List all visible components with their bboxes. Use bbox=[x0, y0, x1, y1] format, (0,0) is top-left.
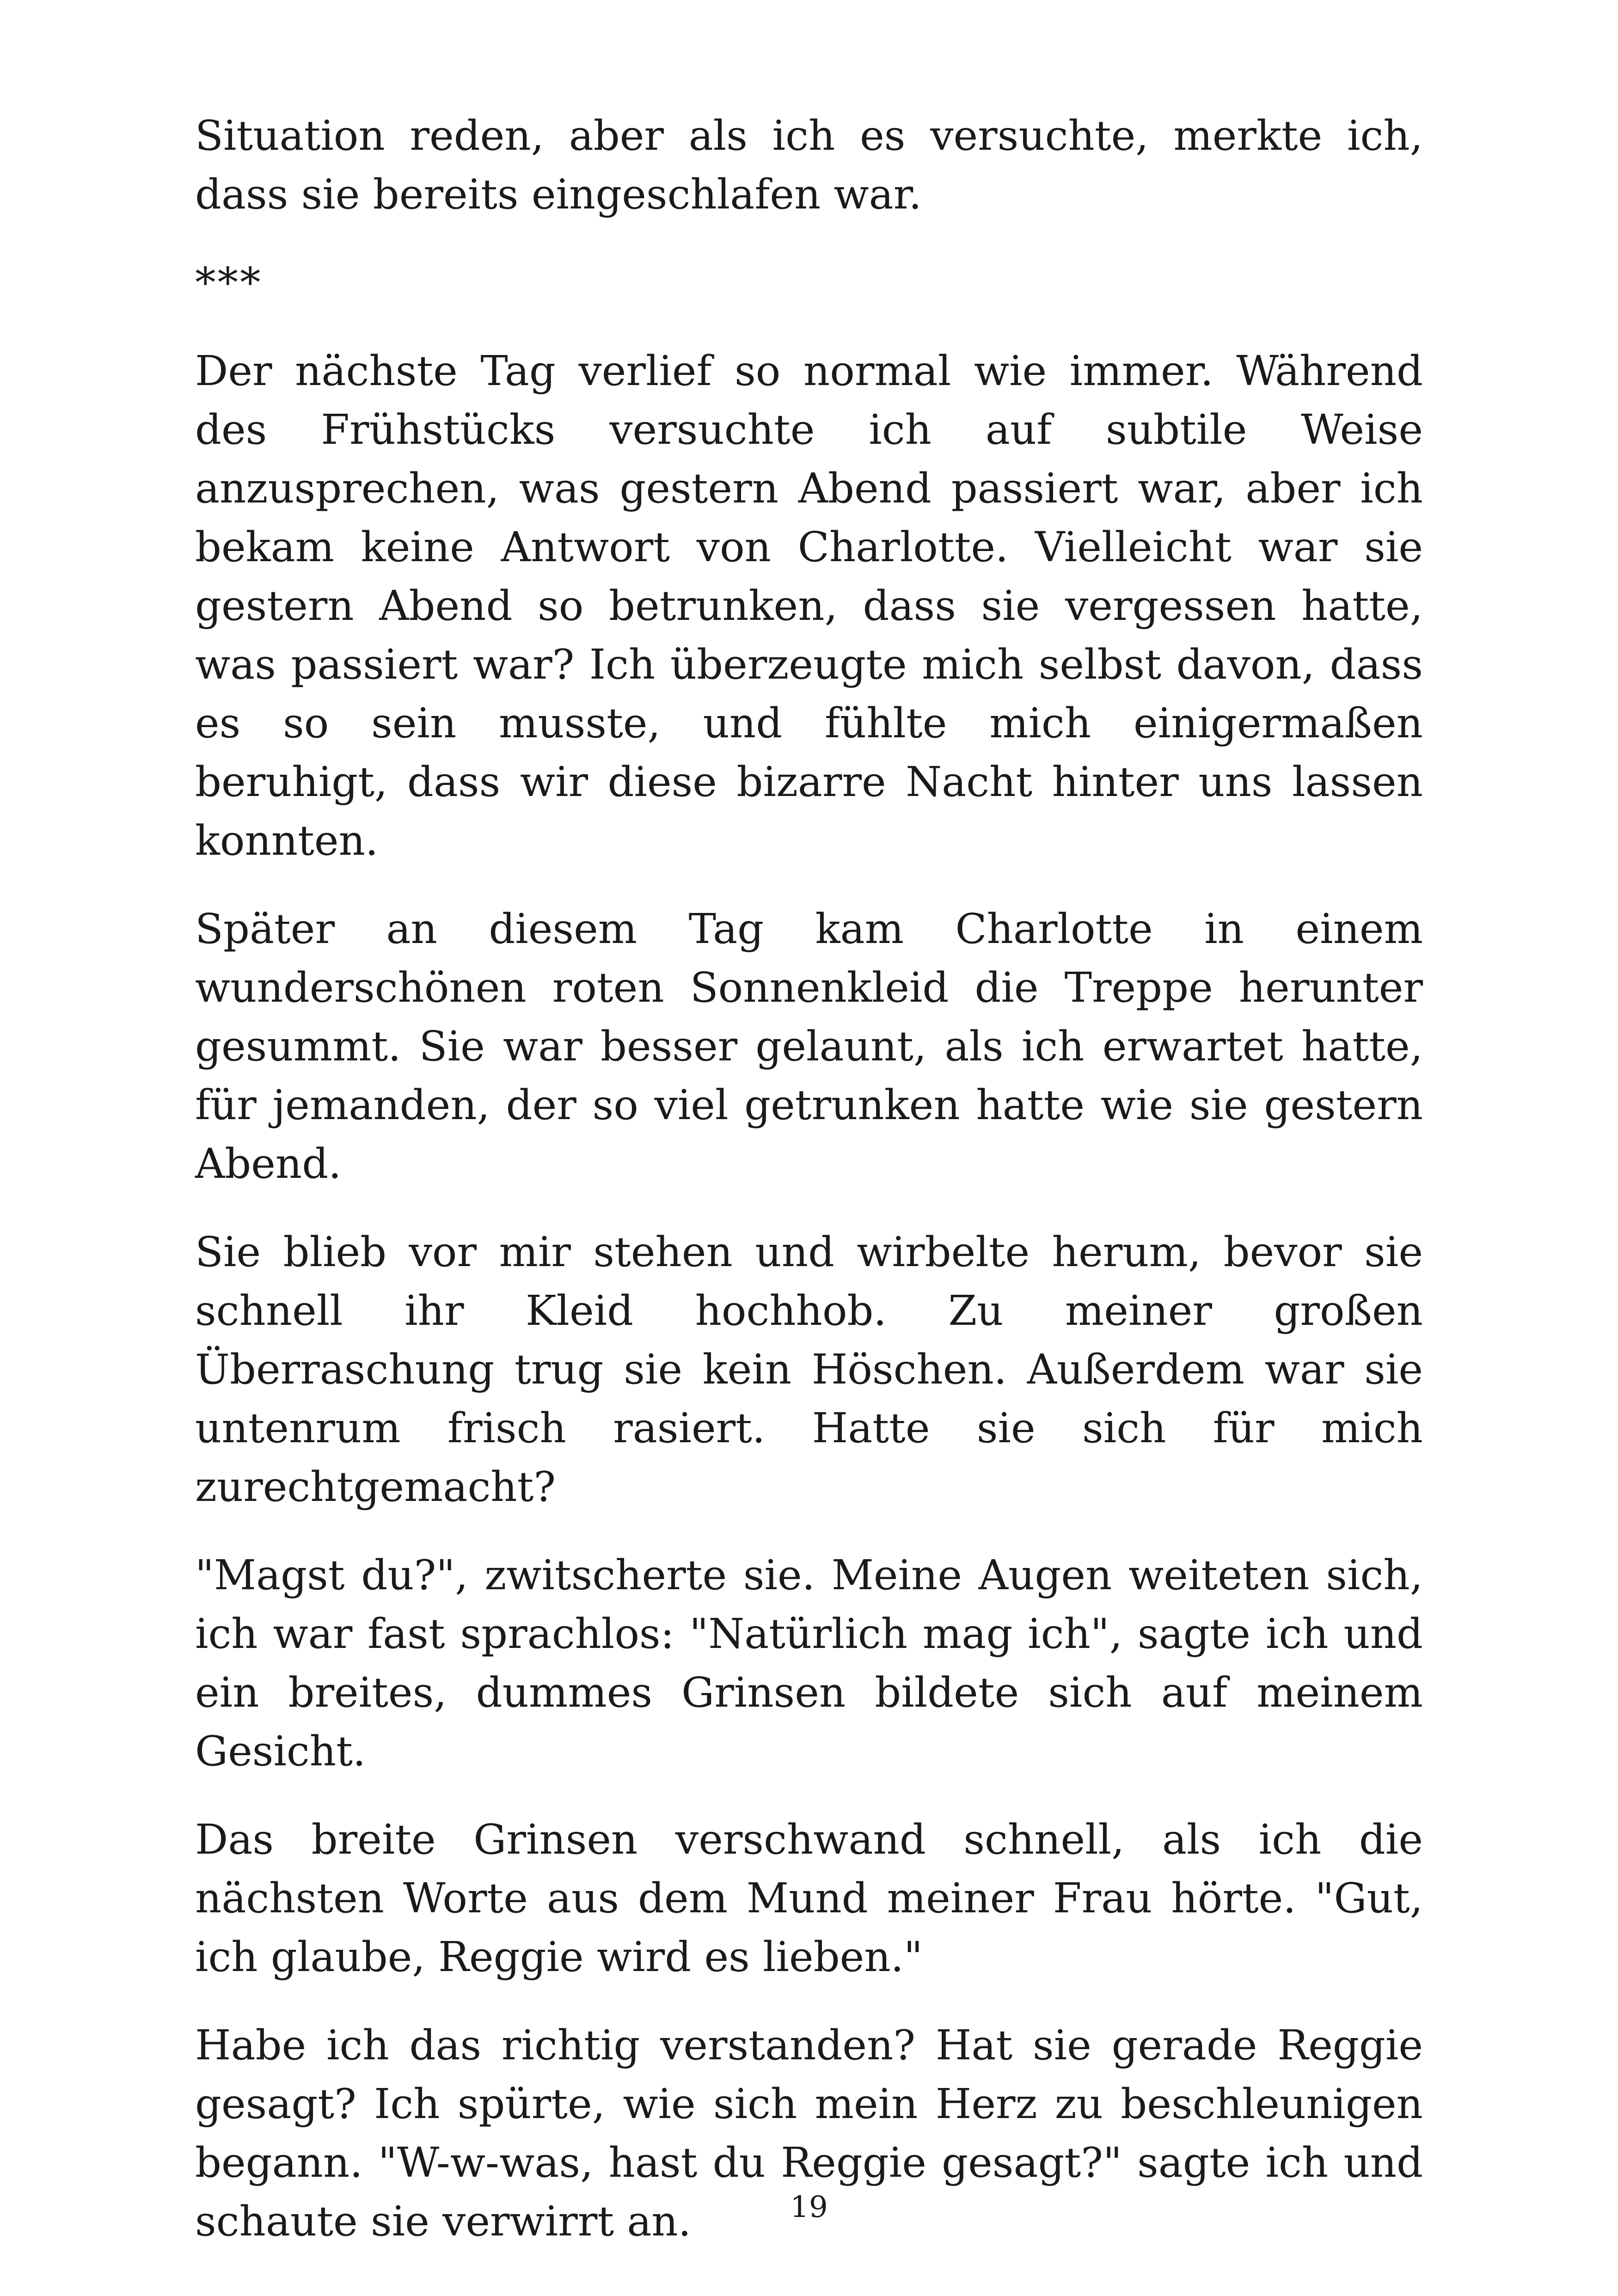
body-text bbox=[195, 106, 1423, 2280]
paragraph: "Magst du?", zwitscherte sie. Meine Augen weiteten sich, ich war fast sprachlos: "Natürlich mag ich", sagte ich und ein breites, dummes Grinsen bildete sich auf meinem Gesicht. bbox=[195, 1551, 1423, 1775]
paragraph: Der nächste Tag verlief so normal wie immer. Während des Frühstücks versuchte ich auf subtile Weise anzusprechen, was gestern Abend passiert war, aber ich bekam keine Antwort von Charlotte. Vielleicht war sie gestern Abend so betrunken, dass sie vergessen hatte, was passiert war? Ich überzeugte mich selbst davon, dass es so sein musste, und fühlte mich einigermaßen beruhigt, dass wir diese bizarre Nacht hinter uns lassen konnten. bbox=[195, 347, 1423, 864]
paragraph: Situation reden, aber als ich es versuchte, merkte ich, dass sie bereits eingeschlafen war. bbox=[195, 111, 1423, 218]
paragraph: Sie blieb vor mir stehen und wirbelte herum, bevor sie schnell ihr Kleid hochhob. Zu meiner großen Überraschung trug sie kein Höschen. Außerdem war sie untenrum frisch rasiert. Hatte sie sich für mich zurechtgemacht? bbox=[195, 1228, 1423, 1511]
scene-separator: *** bbox=[195, 258, 263, 306]
paragraph: Später an diesem Tag kam Charlotte in einem wunderschönen roten Sonnenkleid die Treppe herunter gesummt. Sie war besser gelaunt, als ich erwartet hatte, für jemanden, der so viel getrunken hatte wie sie gestern Abend. bbox=[195, 905, 1423, 1188]
paragraph: Habe ich das richtig verstanden? Hat sie gerade Reggie gesagt? Ich spürte, wie sich mein Herz zu beschleunigen begann. "W-w-was, hast du Reggie gesagt?" sagte ich und schaute sie verwirrt an. bbox=[195, 2021, 1423, 2245]
page-number: 19 bbox=[790, 2190, 828, 2224]
paragraph: Das breite Grinsen verschwand schnell, als ich die nächsten Worte aus dem Mund meiner Frau hörte. "Gut, ich glaube, Reggie wird es lieben." bbox=[195, 1815, 1423, 1981]
